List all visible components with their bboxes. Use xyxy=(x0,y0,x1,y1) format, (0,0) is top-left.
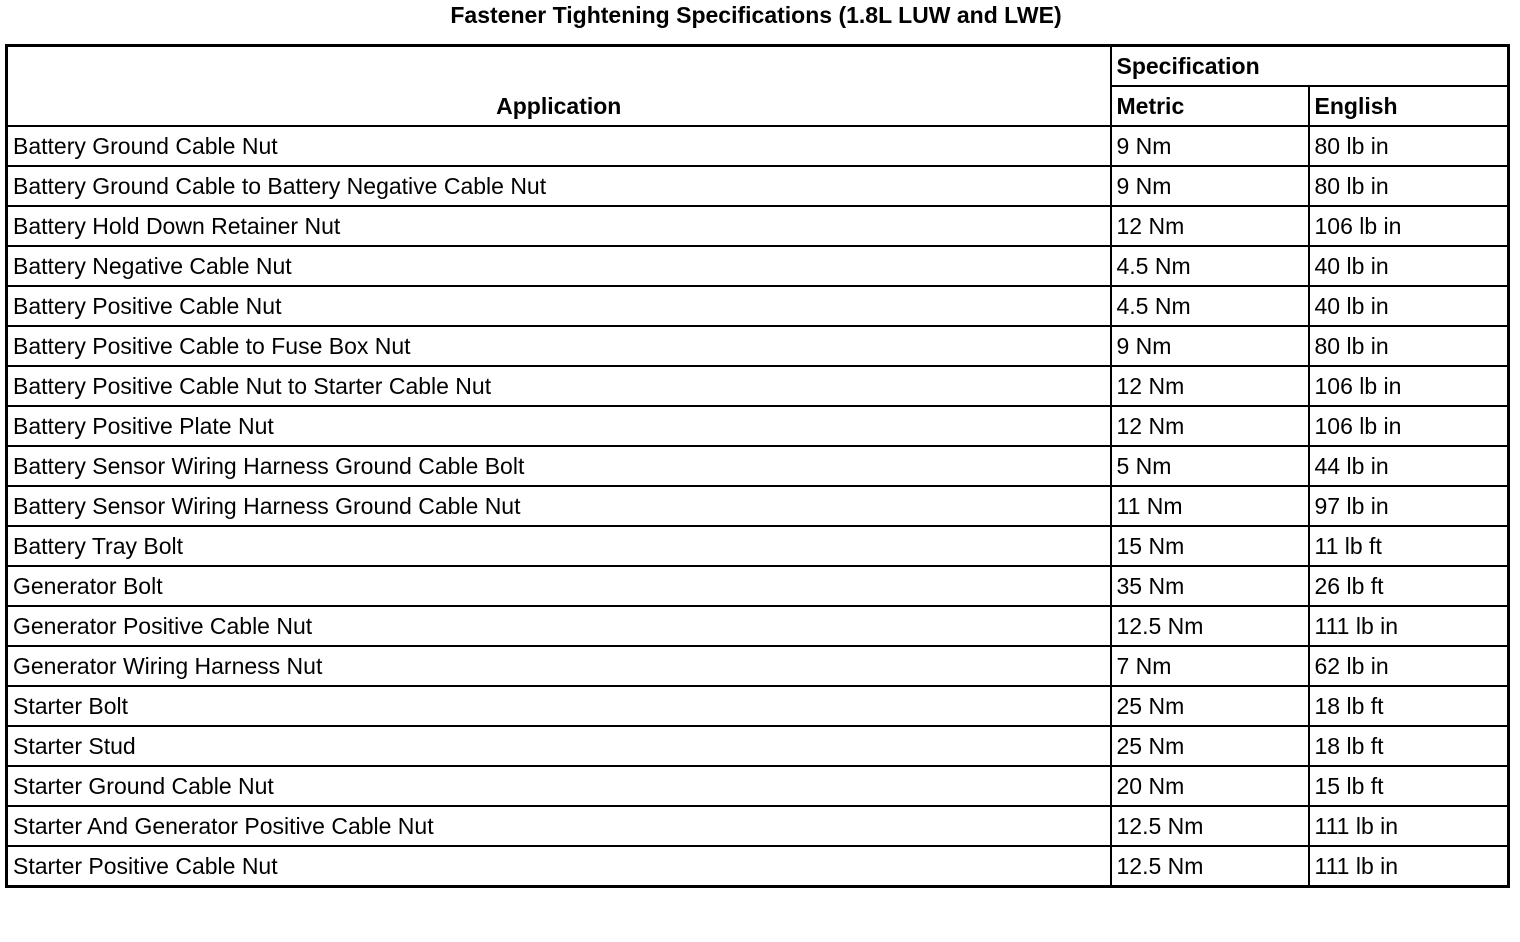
metric-cell: 12.5 Nm xyxy=(1111,606,1309,646)
table-row xyxy=(7,326,1509,366)
metric-cell: 12 Nm xyxy=(1111,206,1309,246)
metric-cell: 35 Nm xyxy=(1111,566,1309,606)
application-cell: Battery Negative Cable Nut xyxy=(7,246,1111,286)
table-row xyxy=(7,646,1509,686)
application-cell: Battery Tray Bolt xyxy=(7,526,1111,566)
english-cell: 18 lb ft xyxy=(1309,686,1509,726)
table-row xyxy=(7,286,1509,326)
application-cell: Starter Positive Cable Nut xyxy=(7,846,1111,887)
application-cell: Generator Bolt xyxy=(7,566,1111,606)
metric-cell: 9 Nm xyxy=(1111,126,1309,166)
metric-cell: 25 Nm xyxy=(1111,726,1309,766)
metric-cell: 11 Nm xyxy=(1111,486,1309,526)
metric-cell: 4.5 Nm xyxy=(1111,286,1309,326)
application-cell: Battery Sensor Wiring Harness Ground Cable Bolt xyxy=(7,446,1111,486)
english-cell: 80 lb in xyxy=(1309,166,1509,206)
table-row xyxy=(7,126,1509,166)
application-cell: Battery Ground Cable Nut xyxy=(7,126,1111,166)
english-column-header: English xyxy=(1309,86,1509,126)
metric-cell: 9 Nm xyxy=(1111,326,1309,366)
english-cell: 44 lb in xyxy=(1309,446,1509,486)
table-row xyxy=(7,366,1509,406)
english-cell: 106 lb in xyxy=(1309,366,1509,406)
metric-cell: 12 Nm xyxy=(1111,406,1309,446)
application-cell: Generator Positive Cable Nut xyxy=(7,606,1111,646)
english-cell: 111 lb in xyxy=(1309,806,1509,846)
table-row xyxy=(7,486,1509,526)
application-cell: Starter Stud xyxy=(7,726,1111,766)
english-cell: 106 lb in xyxy=(1309,406,1509,446)
application-cell: Battery Hold Down Retainer Nut xyxy=(7,206,1111,246)
english-cell: 80 lb in xyxy=(1309,326,1509,366)
metric-cell: 9 Nm xyxy=(1111,166,1309,206)
metric-cell: 5 Nm xyxy=(1111,446,1309,486)
application-column-header: Application xyxy=(7,46,1111,127)
metric-cell: 12.5 Nm xyxy=(1111,846,1309,887)
table-row xyxy=(7,566,1509,606)
table-row xyxy=(7,526,1509,566)
english-cell: 106 lb in xyxy=(1309,206,1509,246)
table-header xyxy=(7,46,1509,127)
english-cell: 111 lb in xyxy=(1309,606,1509,646)
english-cell: 80 lb in xyxy=(1309,126,1509,166)
table-row xyxy=(7,686,1509,726)
header-row-top xyxy=(7,46,1509,87)
metric-cell: 12.5 Nm xyxy=(1111,806,1309,846)
table-row xyxy=(7,246,1509,286)
table-row xyxy=(7,206,1509,246)
application-cell: Battery Positive Cable to Fuse Box Nut xyxy=(7,326,1111,366)
metric-cell: 20 Nm xyxy=(1111,766,1309,806)
application-cell: Starter Bolt xyxy=(7,686,1111,726)
application-cell: Generator Wiring Harness Nut xyxy=(7,646,1111,686)
fastener-spec-table xyxy=(5,44,1510,888)
table-row xyxy=(7,166,1509,206)
application-cell: Battery Positive Cable Nut xyxy=(7,286,1111,326)
english-cell: 62 lb in xyxy=(1309,646,1509,686)
table-row xyxy=(7,766,1509,806)
metric-cell: 4.5 Nm xyxy=(1111,246,1309,286)
english-cell: 111 lb in xyxy=(1309,846,1509,887)
english-cell: 40 lb in xyxy=(1309,286,1509,326)
table-row xyxy=(7,806,1509,846)
english-cell: 97 lb in xyxy=(1309,486,1509,526)
application-cell: Battery Sensor Wiring Harness Ground Cable Nut xyxy=(7,486,1111,526)
page-title: Fastener Tightening Specifications (1.8L LUW and LWE) xyxy=(450,2,1062,28)
application-cell: Battery Positive Cable Nut to Starter Cable Nut xyxy=(7,366,1111,406)
metric-column-header: Metric xyxy=(1111,86,1309,126)
specification-group-header: Specification xyxy=(1111,46,1509,87)
table-row xyxy=(7,846,1509,887)
application-cell: Starter Ground Cable Nut xyxy=(7,766,1111,806)
english-cell: 40 lb in xyxy=(1309,246,1509,286)
english-cell: 18 lb ft xyxy=(1309,726,1509,766)
table-row xyxy=(7,606,1509,646)
metric-cell: 25 Nm xyxy=(1111,686,1309,726)
metric-cell: 7 Nm xyxy=(1111,646,1309,686)
application-cell: Battery Ground Cable to Battery Negative Cable Nut xyxy=(7,166,1111,206)
english-cell: 11 lb ft xyxy=(1309,526,1509,566)
table-row xyxy=(7,406,1509,446)
table-body xyxy=(7,126,1509,887)
english-cell: 15 lb ft xyxy=(1309,766,1509,806)
application-cell: Battery Positive Plate Nut xyxy=(7,406,1111,446)
english-cell: 26 lb ft xyxy=(1309,566,1509,606)
metric-cell: 12 Nm xyxy=(1111,366,1309,406)
table-row xyxy=(7,726,1509,766)
metric-cell: 15 Nm xyxy=(1111,526,1309,566)
application-cell: Starter And Generator Positive Cable Nut xyxy=(7,806,1111,846)
table-row xyxy=(7,446,1509,486)
